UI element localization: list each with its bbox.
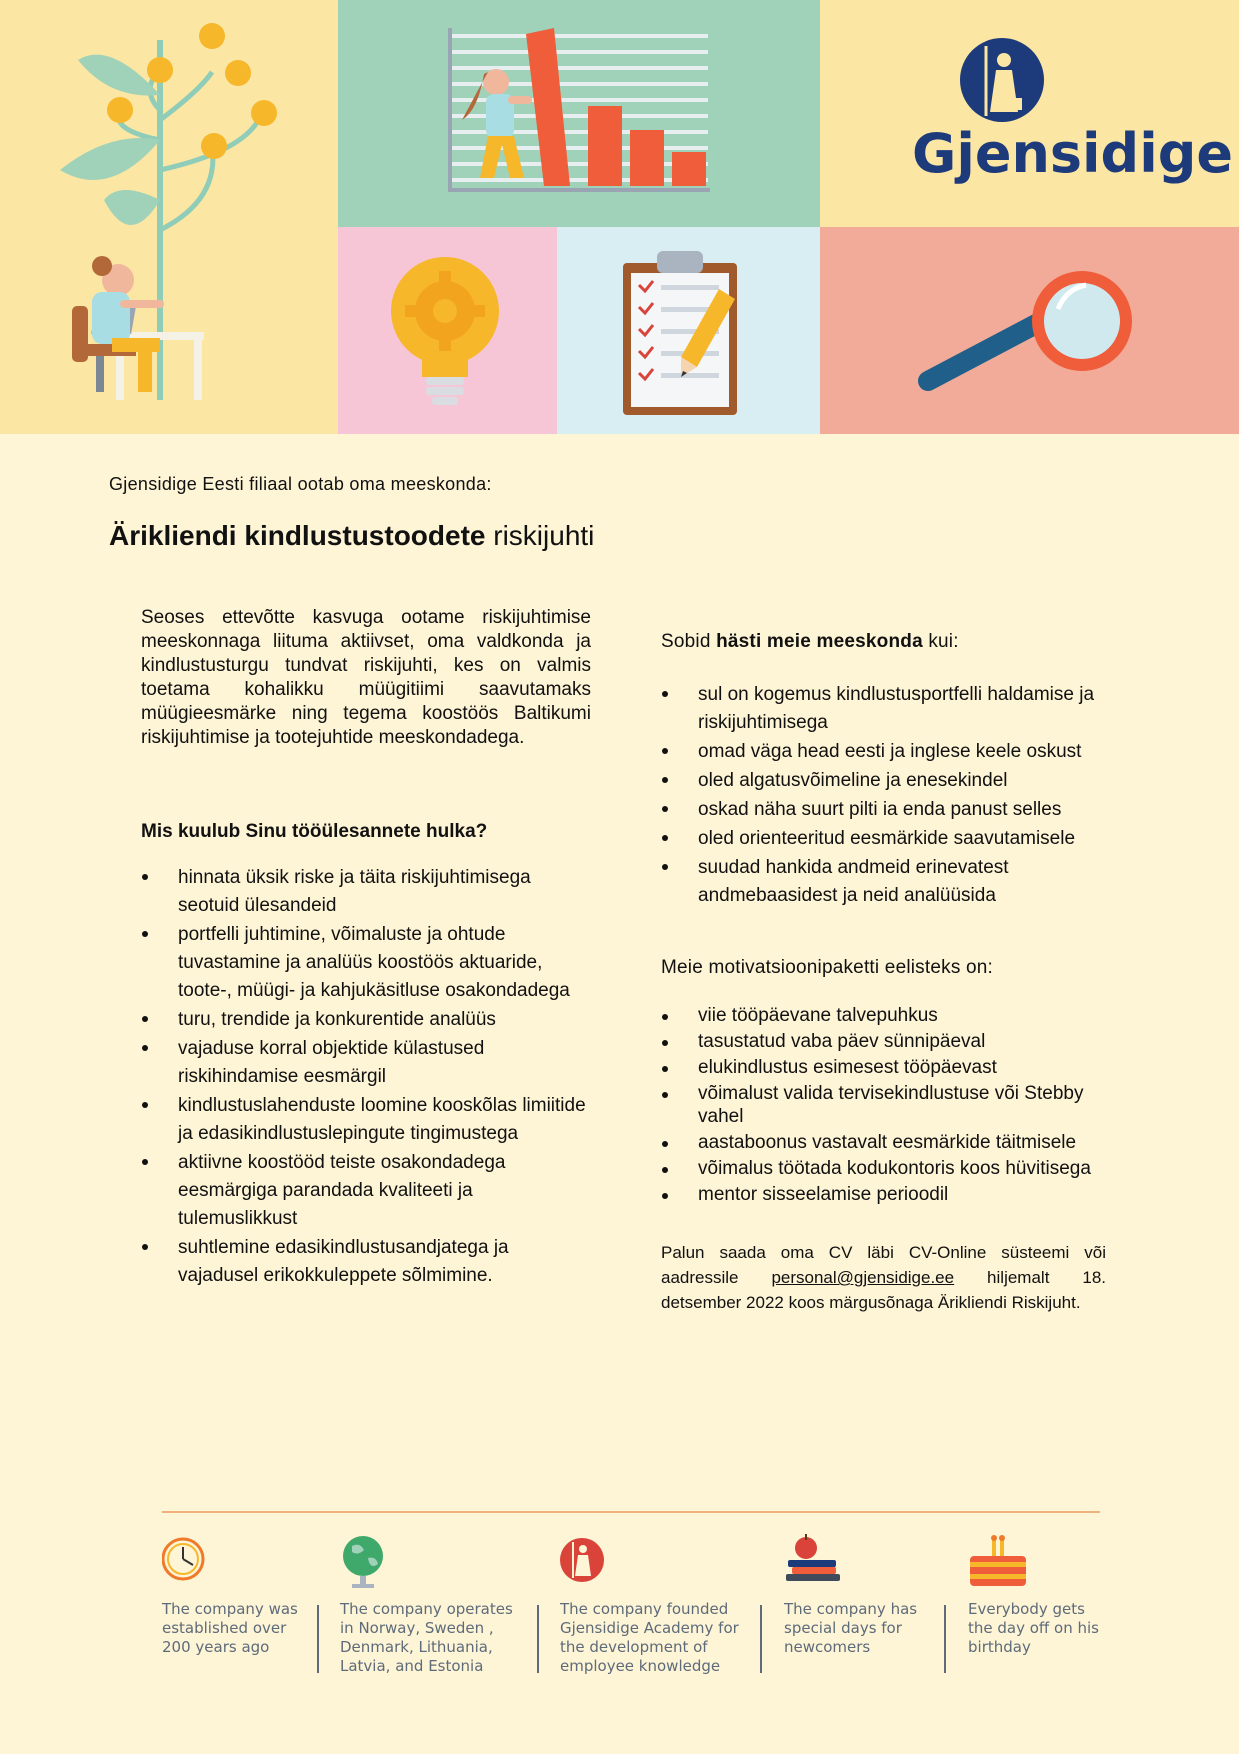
clock-icon (162, 1532, 222, 1592)
fit-item: omad väga head eesti ja inglese keele oskust (661, 738, 1106, 766)
fit-list (661, 681, 1106, 910)
feature-established (162, 1532, 312, 1657)
feature-text: The company founded Gjensidige Academy for the development of employee knowledge (560, 1600, 739, 1675)
fit-item: suudad hankida andmeid erinevatest andmebaasidest ja neid analüüsida (661, 854, 1106, 910)
feature-separator (944, 1605, 946, 1673)
fit-item: oled algatusvõimeline ja enesekindel (661, 767, 1106, 795)
feature-newcomers (784, 1532, 934, 1657)
intro-paragraph: Seoses ettevõtte kasvuga ootame riskijuhtimise meeskonnaga liituma aktiivset, oma valdkonda ja kindlustusturgu tundvat riskijuhti, kes on valmis toetama kohalikku müügitiimi saavutamaks müügieesmärke ning tegema koostöös Baltikumi riskijuhtimise ja tootejuhtide meeskondadega. (141, 607, 591, 748)
tasks-heading: Mis kuulub Sinu tööülesannete hulka? (141, 821, 488, 842)
feature-countries (340, 1532, 525, 1676)
benefit-item: mentor sisseelamise perioodil (661, 1183, 1106, 1206)
fit-item: oled orienteeritud eesmärkide saavutamisele (661, 825, 1106, 853)
benefit-item: aastaboonus vastavalt eesmärkide täitmisele (661, 1131, 1106, 1154)
tasks-list (141, 864, 591, 1290)
fit-lead-suffix: kui: (922, 631, 959, 652)
left-column (141, 606, 591, 1291)
fit-item: oskad näha suurt pilti ia enda panust selles (661, 796, 1106, 824)
benefits-list (661, 1004, 1106, 1206)
intro-line: Gjensidige Eesti filiaal ootab oma meeskonda: (109, 474, 492, 494)
feature-separator (760, 1605, 762, 1673)
plant-worker-illustration (0, 0, 338, 434)
lightbulb-illustration (338, 227, 557, 434)
gjensidige-logo-text[interactable]: Gjensidige (912, 122, 1233, 185)
academy-icon (560, 1532, 620, 1592)
feature-text: The company was established over 200 years ago (162, 1600, 298, 1656)
feature-birthday (968, 1532, 1108, 1657)
footer-divider (162, 1511, 1100, 1513)
task-item: aktiivne koostööd teiste osakondadega eesmärgiga parandada kvaliteeti ja tulemuslikkust (141, 1149, 591, 1233)
fit-lead (661, 630, 1106, 654)
task-item: kindlustuslahenduste loomine kooskõlas limiitide ja edasikindlustuslepingute tingimustega (141, 1092, 591, 1148)
books-apple-icon (784, 1532, 844, 1592)
benefit-item: tasustatud vaba päev sünnipäeval (661, 1030, 1106, 1053)
task-item: portfelli juhtimine, võimaluste ja ohtude tuvastamine ja analüüs koostöös aktuaride, toote-, müügi- ja kahjukäsitluse osakondadega (141, 921, 591, 1005)
feature-academy (560, 1532, 745, 1676)
header-illustration (0, 0, 1239, 434)
benefit-item: võimalus töötada kodukontoris koos hüvitisega (661, 1157, 1106, 1180)
bar-chart-illustration (338, 0, 820, 227)
logo-area (820, 0, 1239, 227)
benefits-lead: Meie motivatsioonipaketti eelisteks on: (661, 957, 994, 978)
feature-separator (537, 1605, 539, 1673)
email-link[interactable]: personal@gjensidige.ee (771, 1268, 955, 1287)
title-regular: riskijuhti (485, 520, 595, 551)
benefit-item: võimalust valida tervisekindlustuse või Stebby vahel (661, 1082, 1106, 1128)
task-item: suhtlemine edasikindlustusandjatega ja vajadusel erikokkuleppete sõlmimine. (141, 1234, 591, 1290)
title-bold: Ärikliendi kindlustustoodete (109, 520, 486, 551)
fit-lead-prefix: Sobid (661, 631, 717, 652)
apply-text-after: hiljemalt 18. detsember 2022 koos märgusõnaga Ärikliendi Riskijuht. (661, 1268, 1106, 1312)
feature-text: Everybody gets the day off on his birthday (968, 1600, 1099, 1656)
cake-icon (968, 1532, 1028, 1592)
benefit-item: viie tööpäevane talvepuhkus (661, 1004, 1106, 1027)
benefit-item: elukindlustus esimesest tööpäevast (661, 1056, 1106, 1079)
application-instructions (661, 1240, 1106, 1315)
checklist-illustration (557, 227, 820, 434)
globe-icon (340, 1532, 400, 1592)
magnifier-illustration (820, 227, 1239, 434)
page-title (109, 520, 594, 552)
task-item: hinnata üksik riske ja täita riskijuhtimisega seotuid ülesandeid (141, 864, 591, 920)
apply-text-before: Palun saada oma CV läbi CV-Online süsteemi või aadressile (661, 1243, 1106, 1287)
feature-text: The company operates in Norway, Sweden , Denmark, Lithuania, Latvia, and Estonia (340, 1600, 513, 1675)
task-item: vajaduse korral objektide külastused riskihindamise eesmärgil (141, 1035, 591, 1091)
feature-text: The company has special days for newcomers (784, 1600, 918, 1656)
fit-lead-bold: hästi meie meeskonda (716, 631, 923, 652)
feature-separator (317, 1605, 319, 1673)
gjensidige-logo-icon (820, 0, 1239, 227)
right-column (661, 630, 1106, 1315)
task-item: turu, trendide ja konkurentide analüüs (141, 1006, 591, 1034)
fit-item: sul on kogemus kindlustusportfelli haldamise ja riskijuhtimisega (661, 681, 1106, 737)
